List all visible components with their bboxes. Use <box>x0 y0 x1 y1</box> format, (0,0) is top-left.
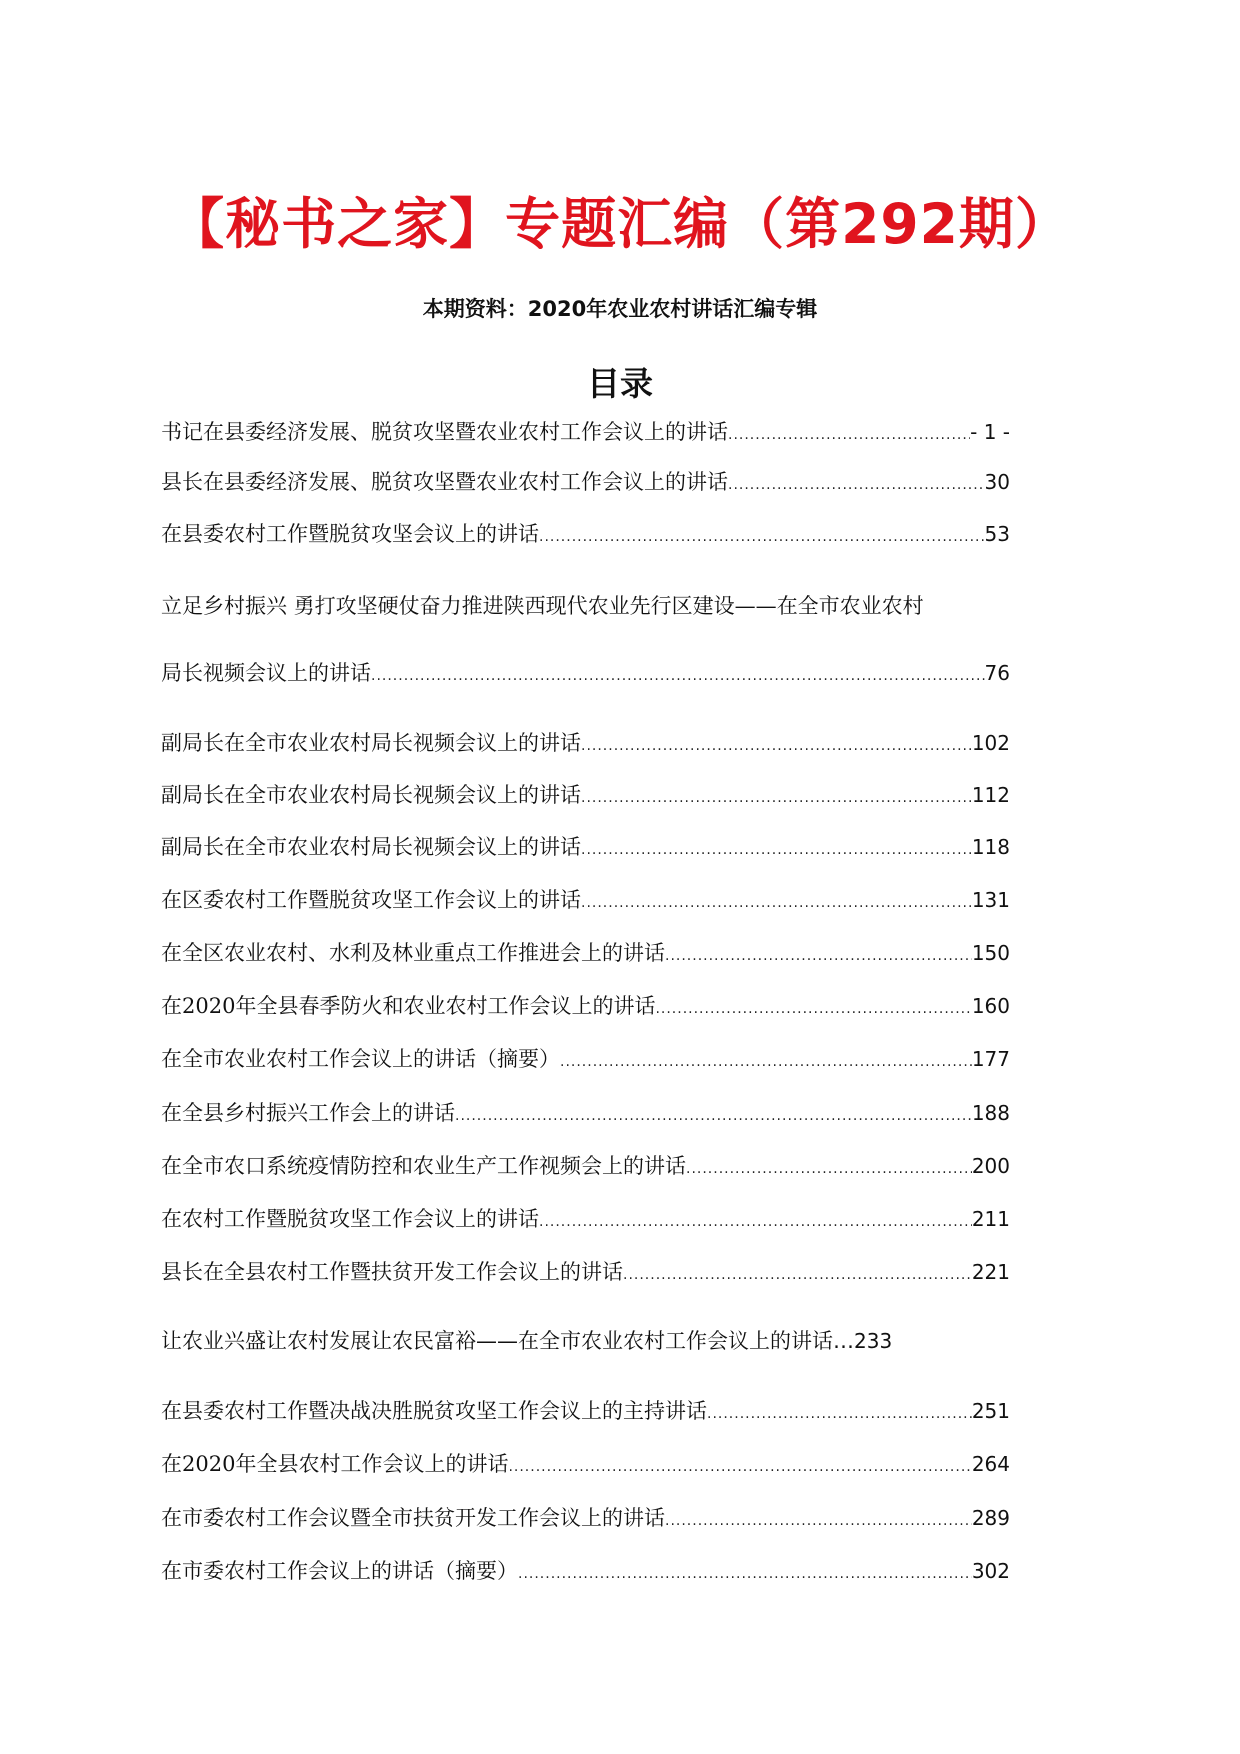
toc-entry[interactable] <box>161 1257 1010 1287</box>
toc-leader-dots <box>623 1260 972 1290</box>
toc-entry[interactable] <box>161 1098 1010 1128</box>
toc-entry-title: 书记在县委经济发展、脱贫攻坚暨农业农村工作会议上的讲话 <box>161 420 728 444</box>
toc-entry-page: 118 <box>971 835 1010 859</box>
toc-entry-page: 221 <box>971 1260 1010 1284</box>
toc-leader-dots <box>508 1452 971 1482</box>
toc-leader-dots <box>581 888 972 918</box>
toc-entry-page: 102 <box>971 731 1010 755</box>
toc-leader-dots <box>539 522 985 552</box>
toc-leader-dots <box>539 1207 972 1237</box>
toc-heading: 目录 <box>587 364 653 403</box>
toc-entry-page: 177 <box>971 1047 1010 1071</box>
toc-leader-dots <box>455 1101 972 1131</box>
toc-entry-title: 在县委农村工作暨脱贫攻坚会议上的讲话 <box>161 522 539 546</box>
toc-leader-dots <box>665 1506 972 1536</box>
toc-entry-title: 县长在全县农村工作暨扶贫开发工作会议上的讲话 <box>161 1260 623 1284</box>
toc-entry-page: 251 <box>971 1399 1010 1423</box>
toc-entry[interactable] <box>161 1556 1010 1586</box>
toc-entry[interactable] <box>161 519 1010 549</box>
toc-entry[interactable] <box>161 832 1010 862</box>
toc-entry-page: 233 <box>854 1329 893 1353</box>
toc-entry-title: 在全县乡村振兴工作会上的讲话 <box>161 1101 455 1125</box>
toc-entry[interactable] <box>161 467 1010 497</box>
toc-leader-dots <box>581 835 972 865</box>
toc-entry-page: 211 <box>971 1207 1010 1231</box>
toc-entry[interactable] <box>161 728 1010 758</box>
toc-entry-page: - 1 - <box>970 420 1010 444</box>
toc-entry-page: 30 <box>984 470 1010 494</box>
toc-entry-title: 县长在县委经济发展、脱贫攻坚暨农业农村工作会议上的讲话 <box>161 470 728 494</box>
toc-entry-title-continued: 在全市农业农村 <box>776 594 924 618</box>
toc-entry-title: 立足乡村振兴 勇打攻坚硬仗奋力推进陕西现代农业先行区建设—— <box>161 594 777 618</box>
toc-entry-page: 53 <box>984 522 1010 546</box>
toc-leader-dots <box>655 994 971 1024</box>
toc-leader-dots <box>581 783 972 813</box>
toc-entry[interactable] <box>161 417 1010 447</box>
toc-entry-page: 289 <box>971 1506 1010 1530</box>
toc-entry[interactable] <box>161 1204 1010 1234</box>
toc-entry[interactable] <box>161 1044 1010 1074</box>
toc-entry[interactable] <box>161 938 1010 968</box>
toc-entry-title: 副局长在全市农业农村局长视频会议上的讲话 <box>161 835 581 859</box>
toc-entry-title: 在2020年全县春季防火和农业农村工作会议上的讲话 <box>161 994 656 1018</box>
toc-entry[interactable] <box>161 780 1010 810</box>
toc-entry[interactable] <box>161 991 1010 1021</box>
toc-leader-dots <box>728 420 970 450</box>
document-title: 【秘书之家】专题汇编（第292期） <box>169 192 1071 256</box>
toc-leader-dots <box>560 1047 972 1077</box>
toc-entry-wrapped-line2[interactable] <box>161 658 1010 688</box>
toc-leader-dots <box>665 941 972 971</box>
toc-entry-page: 160 <box>971 994 1010 1018</box>
toc-leader-dots <box>686 1154 972 1184</box>
toc-entry-page: 112 <box>971 783 1010 807</box>
toc-entry-title: 在全市农口系统疫情防控和农业生产工作视频会上的讲话 <box>161 1154 686 1178</box>
toc-entry-wrapped-line1[interactable] <box>161 589 1091 623</box>
toc-entry-title: 在市委农村工作会议上的讲话（摘要） <box>161 1559 518 1583</box>
toc-leader-dots <box>707 1399 972 1429</box>
toc-entry-title: 在全市农业农村工作会议上的讲话（摘要） <box>161 1047 560 1071</box>
toc-entry-title: 局长视频会议上的讲话 <box>161 661 371 685</box>
toc-entry[interactable] <box>161 885 1010 915</box>
toc-entry[interactable] <box>161 1396 1010 1426</box>
toc-entry-page: 188 <box>971 1101 1010 1125</box>
toc-leader-dots <box>371 661 985 691</box>
toc-leader-dots <box>581 731 972 761</box>
toc-entry-title: 在市委农村工作会议暨全市扶贫开发工作会议上的讲话 <box>161 1506 665 1530</box>
toc-entry-title: 在农村工作暨脱贫攻坚工作会议上的讲话 <box>161 1207 539 1231</box>
toc-entry-subtitle: ——在全市农业农村工作会议上的讲话… <box>476 1329 854 1353</box>
toc-entry-page: 150 <box>971 941 1010 965</box>
toc-entry-title: 副局长在全市农业农村局长视频会议上的讲话 <box>161 783 581 807</box>
toc-entry-title: 在县委农村工作暨决战决胜脱贫攻坚工作会议上的主持讲话 <box>161 1399 707 1423</box>
toc-entry-page: 131 <box>971 888 1010 912</box>
toc-entry[interactable] <box>161 1449 1010 1479</box>
toc-entry[interactable] <box>161 1503 1010 1533</box>
toc-entry-page: 302 <box>971 1559 1010 1583</box>
toc-leader-dots <box>518 1559 972 1589</box>
toc-entry[interactable] <box>161 1151 1010 1181</box>
toc-entry-title: 在2020年全县农村工作会议上的讲话 <box>161 1452 509 1476</box>
toc-entry-page: 264 <box>971 1452 1010 1476</box>
toc-entry-title: 让农业兴盛让农村发展让农民富裕 <box>161 1329 476 1353</box>
toc-entry-title: 在区委农村工作暨脱贫攻坚工作会议上的讲话 <box>161 888 581 912</box>
toc-entry-page: 200 <box>971 1154 1010 1178</box>
document-subtitle: 本期资料：2020年农业农村讲话汇编专辑 <box>422 297 818 321</box>
toc-entry[interactable] <box>161 1326 1010 1356</box>
toc-entry-title: 副局长在全市农业农村局长视频会议上的讲话 <box>161 731 581 755</box>
toc-leader-dots <box>728 470 985 500</box>
toc-entry-title: 在全区农业农村、水利及林业重点工作推进会上的讲话 <box>161 941 665 965</box>
toc-entry-page: 76 <box>984 661 1010 685</box>
